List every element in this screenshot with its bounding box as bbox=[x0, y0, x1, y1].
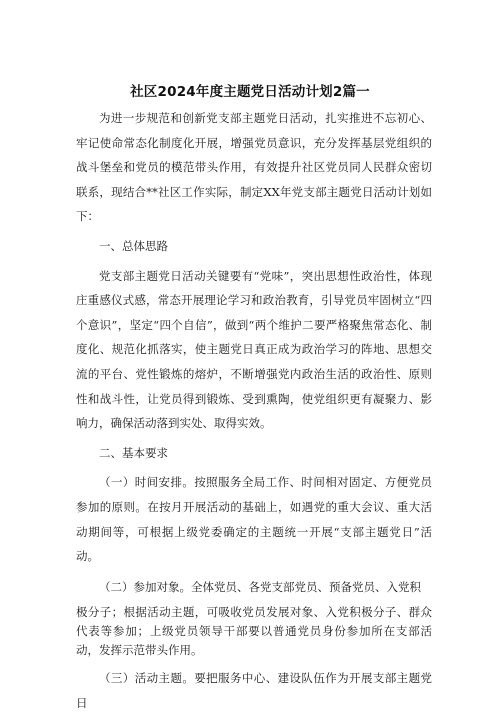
section1-paragraph: 党支部主题党日活动关键要有“党味”，突出思想性政治性，体现庄重感仪式感，常态开展理论学习和政治教育，引导党员牢固树立“四个意识”，坚定“四个自信”，做到“两个维护二要严格聚焦常态化、制度化、规范化抓落实，使主题党日真正成为政治学习的阵地、思想交流的平台、党性锻炼的熔炉，不断增强党内政治生活的政治性、原则性和战斗性，让党员得到锻炼、受到熏陶，使党组织更有凝聚力、影响力，确保活动落到实处、取得实效。 bbox=[76, 268, 432, 431]
document-title: 社区2024年度主题党日活动计划2篇一 bbox=[130, 84, 370, 100]
intro-paragraph: 为进一步规范和创新党支部主题党日活动，扎实推进不忘初心、牢记使命常态化制度化开展，增强党员意识，充分发挥基层党组织的战斗堡垒和党员的模范带头作用，有效提升社区党员同人民群众密切联系，现结合**社区工作实际，制定XX年党支部主题党日活动计划如下： bbox=[76, 111, 432, 224]
section2-heading: 二、基本要求 bbox=[99, 445, 168, 460]
item3-paragraph: （三）活动主题。要把服务中心、建设队伍作为开展支部主题党日 bbox=[76, 671, 432, 710]
item2-paragraph: 极分子；根据活动主题，可吸收党员发展对象、入党积极分子、群众代表等参加；上级党员领导干部要以普通党员身份参加所在支部活动，发挥示范带头作用。 bbox=[76, 605, 432, 658]
item1-paragraph: （一）时间安排。按照服务全局工作、时间相对固定、方便党员参加的原则。在按月开展活动的基础上，如遇党的重大会议、重大活动期间等，可根据上级党委确定的主题统一开展“支部主题党日”活动。 bbox=[76, 475, 432, 564]
document-body bbox=[76, 106, 432, 715]
section1-heading: 一、总体思路 bbox=[99, 238, 168, 253]
item2-lead: （二）参加对象。全体党员、各党支部党员、预备党员、入党积 bbox=[99, 579, 421, 594]
